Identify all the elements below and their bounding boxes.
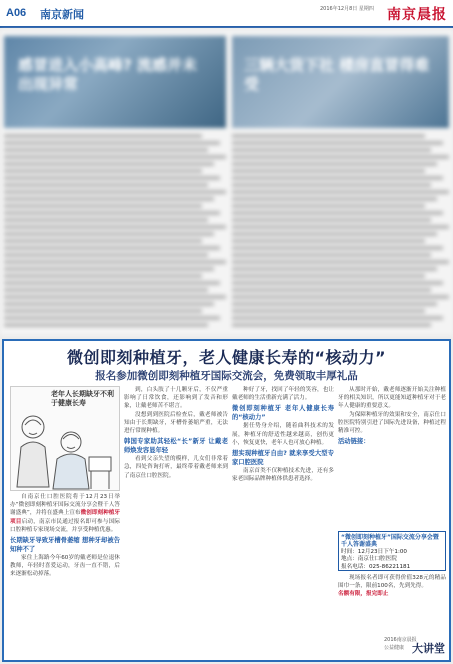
blurred-photo-right [232, 36, 449, 128]
blurred-text-line [4, 155, 226, 159]
col4-paragraph-1: 从那时开始，戴老师逐渐开始关注种植牙的相关知识，所以更能知道种植牙对于老年人健康的重要意义。 [338, 387, 446, 410]
blurred-text-line [232, 232, 437, 236]
lecture-sub: 公益健康 [384, 645, 405, 651]
blurred-text-line [4, 281, 220, 285]
col4-paragraph-2: 为保障种植牙的效果和安全，南京仕口腔医院特别引进了国际先进设备，种植过程精准可控。 [338, 411, 446, 435]
blurred-text-line [4, 183, 208, 187]
col1-subheading: 长期缺牙导致牙槽骨萎缩 想种牙却被告知种不了 [10, 537, 120, 554]
blurred-text-line [232, 225, 449, 229]
blurred-text-line [232, 197, 437, 201]
col2-subheading: 韩国专家助其轻松“长”新牙 让戴老师焕发容显年轻 [124, 438, 228, 455]
section-title: 南京新闻 [40, 8, 84, 21]
blurred-text-line [232, 155, 449, 159]
cartoon-illustration [10, 386, 120, 491]
newspaper-masthead: 南京晨报 [387, 7, 447, 23]
blurred-news-area [0, 30, 453, 335]
blurred-text-line [4, 211, 220, 215]
blurred-headline-left: 感冒进入小高峰? 流感并未出现异常 [18, 56, 197, 93]
event-time: 时间：12月23日下午1:00 [341, 548, 407, 555]
blurred-text-line [232, 239, 425, 243]
blurred-text-line [4, 288, 208, 292]
blurred-text-line [232, 323, 431, 327]
col4-paragraph-3: 现场报名者即可获得价值328元的精品围巾一条，限前100名，先到先得。 [338, 575, 446, 590]
ad-subtitle: 报名参加微创即刻种植牙国际交流会，免费领取丰厚礼品 [95, 370, 358, 382]
blurred-text-line [232, 141, 443, 145]
col3-subheading-2: 想实现种植牙自由? 就来享受大型专家口腔医院 [232, 450, 334, 467]
col3-subheading: 微创即刻种植牙 老年人健康长寿的“核动力” [232, 405, 334, 422]
col2-paragraph-2: 没想到到医院后检查后，戴老师被告知由于长期缺牙，牙槽骨萎缩严重，无法进行常规种植。 [124, 411, 228, 435]
blurred-text-line [232, 316, 443, 320]
blurred-text-line [4, 204, 202, 208]
blurred-text-line [4, 316, 220, 320]
blurred-text-line [232, 204, 425, 208]
blurred-text-line [232, 148, 431, 152]
blurred-text-line [232, 260, 449, 264]
blurred-text-line [4, 295, 226, 299]
blurred-text-line [4, 246, 220, 250]
page-number: A06 [6, 7, 27, 19]
blurred-text-line [232, 267, 437, 271]
blurred-text-line [232, 134, 425, 138]
event-place: 地点：南京仕口腔医院 [341, 556, 397, 563]
blurred-text-line [4, 274, 202, 278]
blurred-text-line [232, 281, 443, 285]
blurred-text-line [4, 323, 208, 327]
col3-paragraph-3: 南京首类不仅种植技术先进，还有多家老国际品牌种植体供患者选择。 [232, 468, 334, 483]
article-column-1 [10, 493, 120, 658]
blurred-text-line [232, 176, 443, 180]
col1-intro-cont: 启动，南京市民通过报名即可参与国际口腔种植专家现场交流，并享受种植优惠。 [10, 518, 120, 533]
blurred-text-line [232, 183, 431, 187]
blurred-text-line [4, 309, 202, 313]
col3-paragraph-1: 种好了牙，找回了年轻的笑容，也让戴老师的生活重新充满了活力。 [232, 387, 334, 402]
blurred-text-line [4, 260, 226, 264]
blurred-text-line [4, 148, 208, 152]
col1-paragraph: 家住上海路今年60岁的戴老师是位退休教师，年轻时喜爱运动，牙齿一直不错，后来逐渐松动掉落。 [10, 555, 120, 578]
advertorial [2, 339, 451, 662]
blurred-text-line [4, 302, 214, 306]
page-header [0, 0, 453, 28]
blurred-photo-left [4, 36, 226, 128]
activity-link-label: 活动链接： [338, 438, 370, 446]
blurred-text-line [4, 267, 214, 271]
article-column-3 [232, 386, 334, 658]
blurred-text-line [232, 309, 425, 313]
cartoon-caption: 老年人长期缺牙不利于健康长寿 [51, 390, 114, 407]
ad-title: 微创即刻种植牙，老人健康长寿的“核动力” [66, 348, 387, 367]
blurred-text-line [4, 253, 208, 257]
blurred-text-line [232, 295, 449, 299]
blurred-headline-right: 三辆大货下社 楼房直冒得难受 [244, 56, 430, 93]
article-column-2 [124, 386, 228, 658]
lecture-year: 2016南京晨报 [384, 637, 417, 643]
blurred-text-line [232, 190, 449, 194]
blurred-text-line [232, 211, 443, 215]
col1-intro: 自南京仕口腔医院将于12月23日举办“微创即刻种植牙国际交流分享会暨千人答谢盛典”，并将在盛典上宣布 [10, 494, 120, 517]
lecture-title: 大讲堂 [412, 642, 445, 655]
article-column-4 [338, 386, 446, 526]
col3-paragraph-2: 据任势身介绍，随着曲科技术的发展，种植牙的舒适性越来越高，创伤更小，恢复更快，老年人也可放心种植。 [232, 423, 334, 446]
blurred-text-line [4, 169, 202, 173]
col4-note: 名额有限，报完即止 [338, 591, 389, 598]
blurred-text-line [232, 274, 425, 278]
blurred-text-line [4, 190, 226, 194]
col1-highlight: 微创即刻种植牙项目 [10, 510, 120, 525]
blurred-text-line [232, 218, 431, 222]
blurred-text-line [4, 141, 220, 145]
blurred-text-line [232, 162, 437, 166]
blurred-text-line [232, 169, 425, 173]
event-title: “微创即刻种植牙”国际交流分享会暨千人答谢盛典 [341, 534, 439, 549]
event-info-box [338, 531, 446, 571]
issue-date: 2016年12月8日 星期四 [320, 6, 374, 12]
article-column-4-lower [338, 574, 446, 632]
blurred-text-line [4, 162, 214, 166]
col2-paragraph-3: 看到父亲失望的模样，儿女们非常着急，四处咨询打听，最终带着戴老师来到了南京仕口腔医院。 [124, 456, 228, 479]
event-phone: 报名电话：025-86221181 [341, 563, 411, 570]
col2-paragraph-1: 到，白头肢了十几颗牙后，不仅严重影响了日常饮食，还影响到了发音和形象，让戴老师苦不堪言。 [124, 387, 228, 410]
blurred-text-line [4, 218, 208, 222]
blurred-text-line [4, 134, 202, 138]
blurred-text-line [232, 288, 431, 292]
blurred-text-line [4, 239, 202, 243]
blurred-text-line [4, 225, 226, 229]
blurred-text-line [4, 197, 214, 201]
blurred-text-line [232, 253, 431, 257]
health-lecture-mark [384, 634, 448, 660]
blurred-text-line [232, 302, 437, 306]
blurred-text-line [4, 176, 220, 180]
blurred-text-line [4, 232, 214, 236]
blurred-text-line [232, 246, 443, 250]
